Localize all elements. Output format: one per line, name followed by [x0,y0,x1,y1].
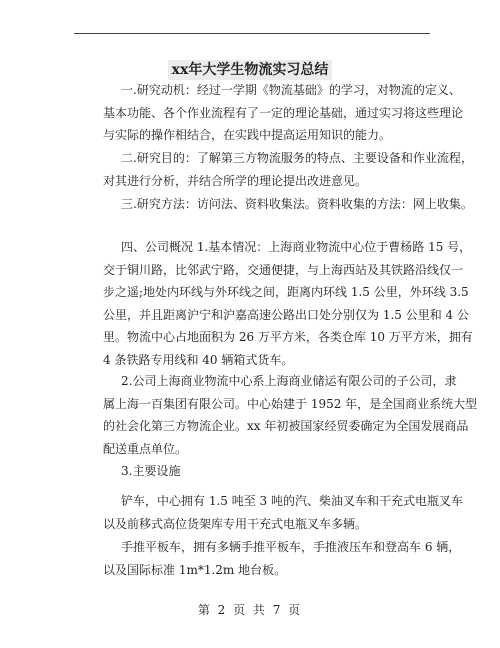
paragraph-company-affiliation [97,370,478,460]
paragraph-line: 步之遥;地处内环线与外环线之间，距离内环线 1.5 公里，外环线 3.5 [103,285,469,299]
paragraph-line: 四、公司概况 1.基本情况：上海商业物流中心位于曹杨路 15 号， [121,240,472,254]
paragraph-line: 手推平板车，拥有多辆手推平板车，手推液压车和登高车 6 辆， [121,540,461,554]
paragraph-line: 交于铜川路，比邻武宁路，交通便捷，与上海西站及其铁路沿线仅一 [103,262,464,277]
paragraph-line: 对其进行分析，并结合所学的理论提出改进意见。 [103,173,368,188]
paragraph-line: 属上海一百集团有限公司。中心始建于 1952 年，是全国商业系统大型 [103,396,478,411]
paragraph-research-purpose [97,147,473,192]
paragraph-line: 与实际的操作相结合，在实践中提高运用知识的能力。 [103,128,392,142]
paragraph-research-motivation [97,79,464,147]
document-title-text: xx年大学生物流实习总结 [168,60,333,80]
document-title [0,60,500,80]
paragraph-line: 的社会化第三方物流企业。xx 年初被国家经贸委确定为全国发展商品 [103,419,469,433]
paragraph-research-method [97,193,473,216]
paragraph-line: 3.主要设施 [121,464,181,478]
page-number: 第 2 页 共 7 页 [197,603,303,617]
paragraph-line: 配送重点单位。 [103,441,188,456]
paragraph-line: 二.研究目的：了解第三方物流服务的特点、主要设备和作业流程， [121,151,473,165]
paragraph-line: 三.研究方法：访问法、资料收集法。资料收集的方法：网上收集。 [121,197,473,211]
paragraph-forklifts [97,490,463,535]
paragraph-company-overview [97,236,473,371]
paragraph-hand-carts [97,536,461,581]
paragraph-line: 2.公司上海商业物流中心系上海商业储运有限公司的子公司，隶 [121,374,457,388]
paragraph-line: 一.研究动机：经过一学期《物流基础》的学习，对物流的定义、 [121,83,461,97]
header-rule [74,33,430,34]
paragraph-main-facilities [97,460,437,483]
paragraph-line: 以及国际标准 1m*1.2m 地台板。 [103,562,287,577]
paragraph-line: 公里，并且距离沪宁和沪嘉高速公路出口处分别仅为 1.5 公里和 4 公 [103,307,469,322]
paragraph-line: 4 条铁路专用线和 40 辆箱式货车。 [103,352,294,367]
paragraph-line: 里。物流中心占地面积为 26 万平方米，各类仓库 10 万平方米，拥有 [103,330,473,344]
paragraph-line: 基本功能、各个作业流程有了一定的理论基础，通过实习将这些理论 [103,105,464,120]
paragraph-line: 以及前移式高位货架库专用干充式电瓶叉车多辆。 [103,516,368,531]
paragraph-line: 铲车，中心拥有 1.5 吨至 3 吨的汽、柴油叉车和干充式电瓶叉车 [121,494,463,508]
